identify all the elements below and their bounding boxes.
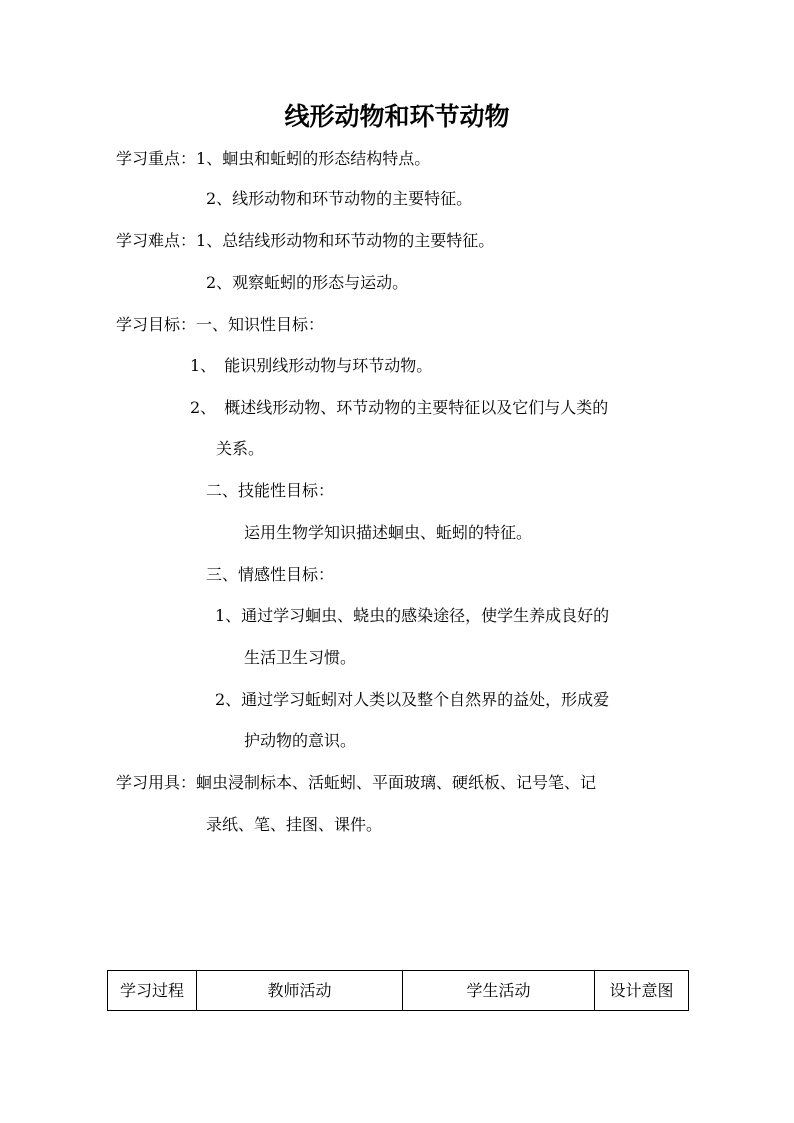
tools-section: [116, 773, 596, 793]
tools-label: 学习用具：: [116, 773, 197, 792]
knowledge-item-2-text: 概述线形动物、环节动物的主要特征以及它们与人类的: [224, 398, 609, 417]
focus-item-1: 1、蛔虫和蚯蚓的形态结构特点。: [196, 149, 431, 168]
goals-label: 学习目标：: [116, 315, 197, 334]
process-table: [107, 970, 689, 1011]
difficulty-section: [116, 231, 494, 251]
emotion-item-1-continued: 生活卫生习惯。: [244, 648, 357, 667]
emotion-item-1: 1、通过学习蛔虫、蛲虫的感染途径，使学生养成良好的: [215, 606, 610, 625]
table-header-row: [108, 971, 689, 1011]
skill-text: 运用生物学知识描述蛔虫、蚯蚓的特征。: [244, 523, 533, 542]
knowledge-heading: 一、知识性目标：: [196, 315, 325, 334]
knowledge-item-1: [190, 356, 432, 376]
emotion-item-2: 2、通过学习蚯蚓对人类以及整个自然界的益处，形成爱: [215, 690, 610, 709]
knowledge-item-1-text: 能识别线形动物与环节动物。: [224, 356, 433, 375]
knowledge-item-2-num: 2、: [190, 398, 217, 417]
goals-section: [116, 315, 324, 335]
header-process: 学习过程: [108, 971, 197, 1011]
tools-text-continued: 录纸、笔、挂图、课件。: [206, 815, 383, 834]
knowledge-item-2-continued: 关系。: [216, 439, 265, 458]
header-design-intent: 设计意图: [595, 971, 689, 1011]
tools-text: 蛔虫浸制标本、活蚯蚓、平面玻璃、硬纸板、记号笔、记: [196, 773, 597, 792]
header-teacher-activity: 教师活动: [197, 971, 403, 1011]
skill-heading: 二、技能性目标：: [206, 481, 335, 500]
knowledge-item-2: [190, 398, 608, 418]
difficulty-label: 学习难点：: [116, 231, 197, 250]
focus-label: 学习重点：: [116, 149, 197, 168]
difficulty-item-2: 2、观察蚯蚓的形态与运动。: [206, 273, 409, 292]
emotion-item-2-continued: 护动物的意识。: [244, 731, 357, 750]
focus-section: [116, 149, 430, 169]
header-student-activity: 学生活动: [403, 971, 595, 1011]
focus-item-2: 2、线形动物和环节动物的主要特征。: [206, 189, 473, 208]
emotion-heading: 三、情感性目标：: [206, 565, 335, 584]
page-title: 线形动物和环节动物: [284, 102, 510, 131]
difficulty-item-1: 1、总结线形动物和环节动物的主要特征。: [196, 231, 495, 250]
knowledge-item-1-num: 1、: [190, 356, 217, 375]
